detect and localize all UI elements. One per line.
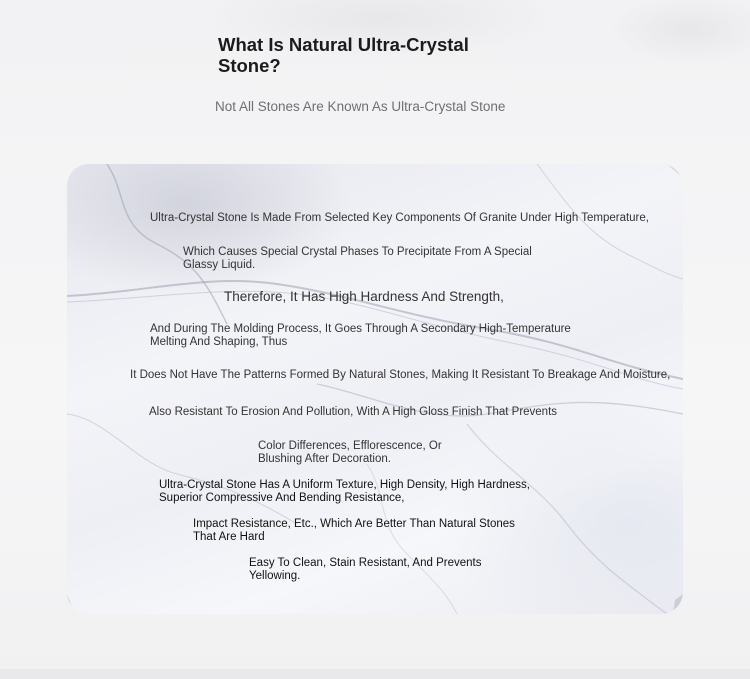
- body-text-line: And During The Molding Process, It Goes Through A Secondary High-Temperature: [150, 323, 571, 335]
- body-text-line: That Are Hard: [193, 531, 265, 543]
- marble-vein-texture: [67, 164, 683, 614]
- body-text-line: Blushing After Decoration.: [258, 453, 391, 465]
- body-text-line: Impact Resistance, Etc., Which Are Better Than Natural Stones: [193, 518, 515, 530]
- body-text-line: Easy To Clean, Stain Resistant, And Prevents: [249, 557, 482, 569]
- body-text-line: It Does Not Have The Patterns Formed By Natural Stones, Making It Resistant To Breakage And Moisture,: [130, 369, 671, 381]
- body-text-line: Also Resistant To Erosion And Pollution, With A High Gloss Finish That Prevents: [149, 406, 558, 418]
- page-subtitle: Not All Stones Are Known As Ultra-Crystal Stone: [215, 99, 506, 114]
- body-text-line: Therefore, It Has High Hardness And Strength,: [224, 289, 504, 304]
- body-text-line: Yellowing.: [249, 570, 301, 582]
- body-text-line: Superior Compressive And Bending Resistance,: [159, 492, 405, 504]
- marble-text-card: [67, 164, 683, 614]
- body-text-line: Ultra-Crystal Stone Has A Uniform Texture, High Density, High Hardness,: [159, 479, 530, 491]
- page-title: What Is Natural Ultra-Crystal Stone?: [218, 34, 469, 76]
- body-text-line: Color Differences, Efflorescence, Or: [258, 440, 442, 452]
- footer-strip: [0, 669, 750, 679]
- body-text-line: Glassy Liquid.: [183, 259, 256, 271]
- body-text-line: Ultra-Crystal Stone Is Made From Selected Key Components Of Granite Under High Temperature,: [150, 212, 649, 224]
- body-text-line: Which Causes Special Crystal Phases To Precipitate From A Special: [183, 246, 532, 258]
- body-text-line: Melting And Shaping, Thus: [150, 336, 288, 348]
